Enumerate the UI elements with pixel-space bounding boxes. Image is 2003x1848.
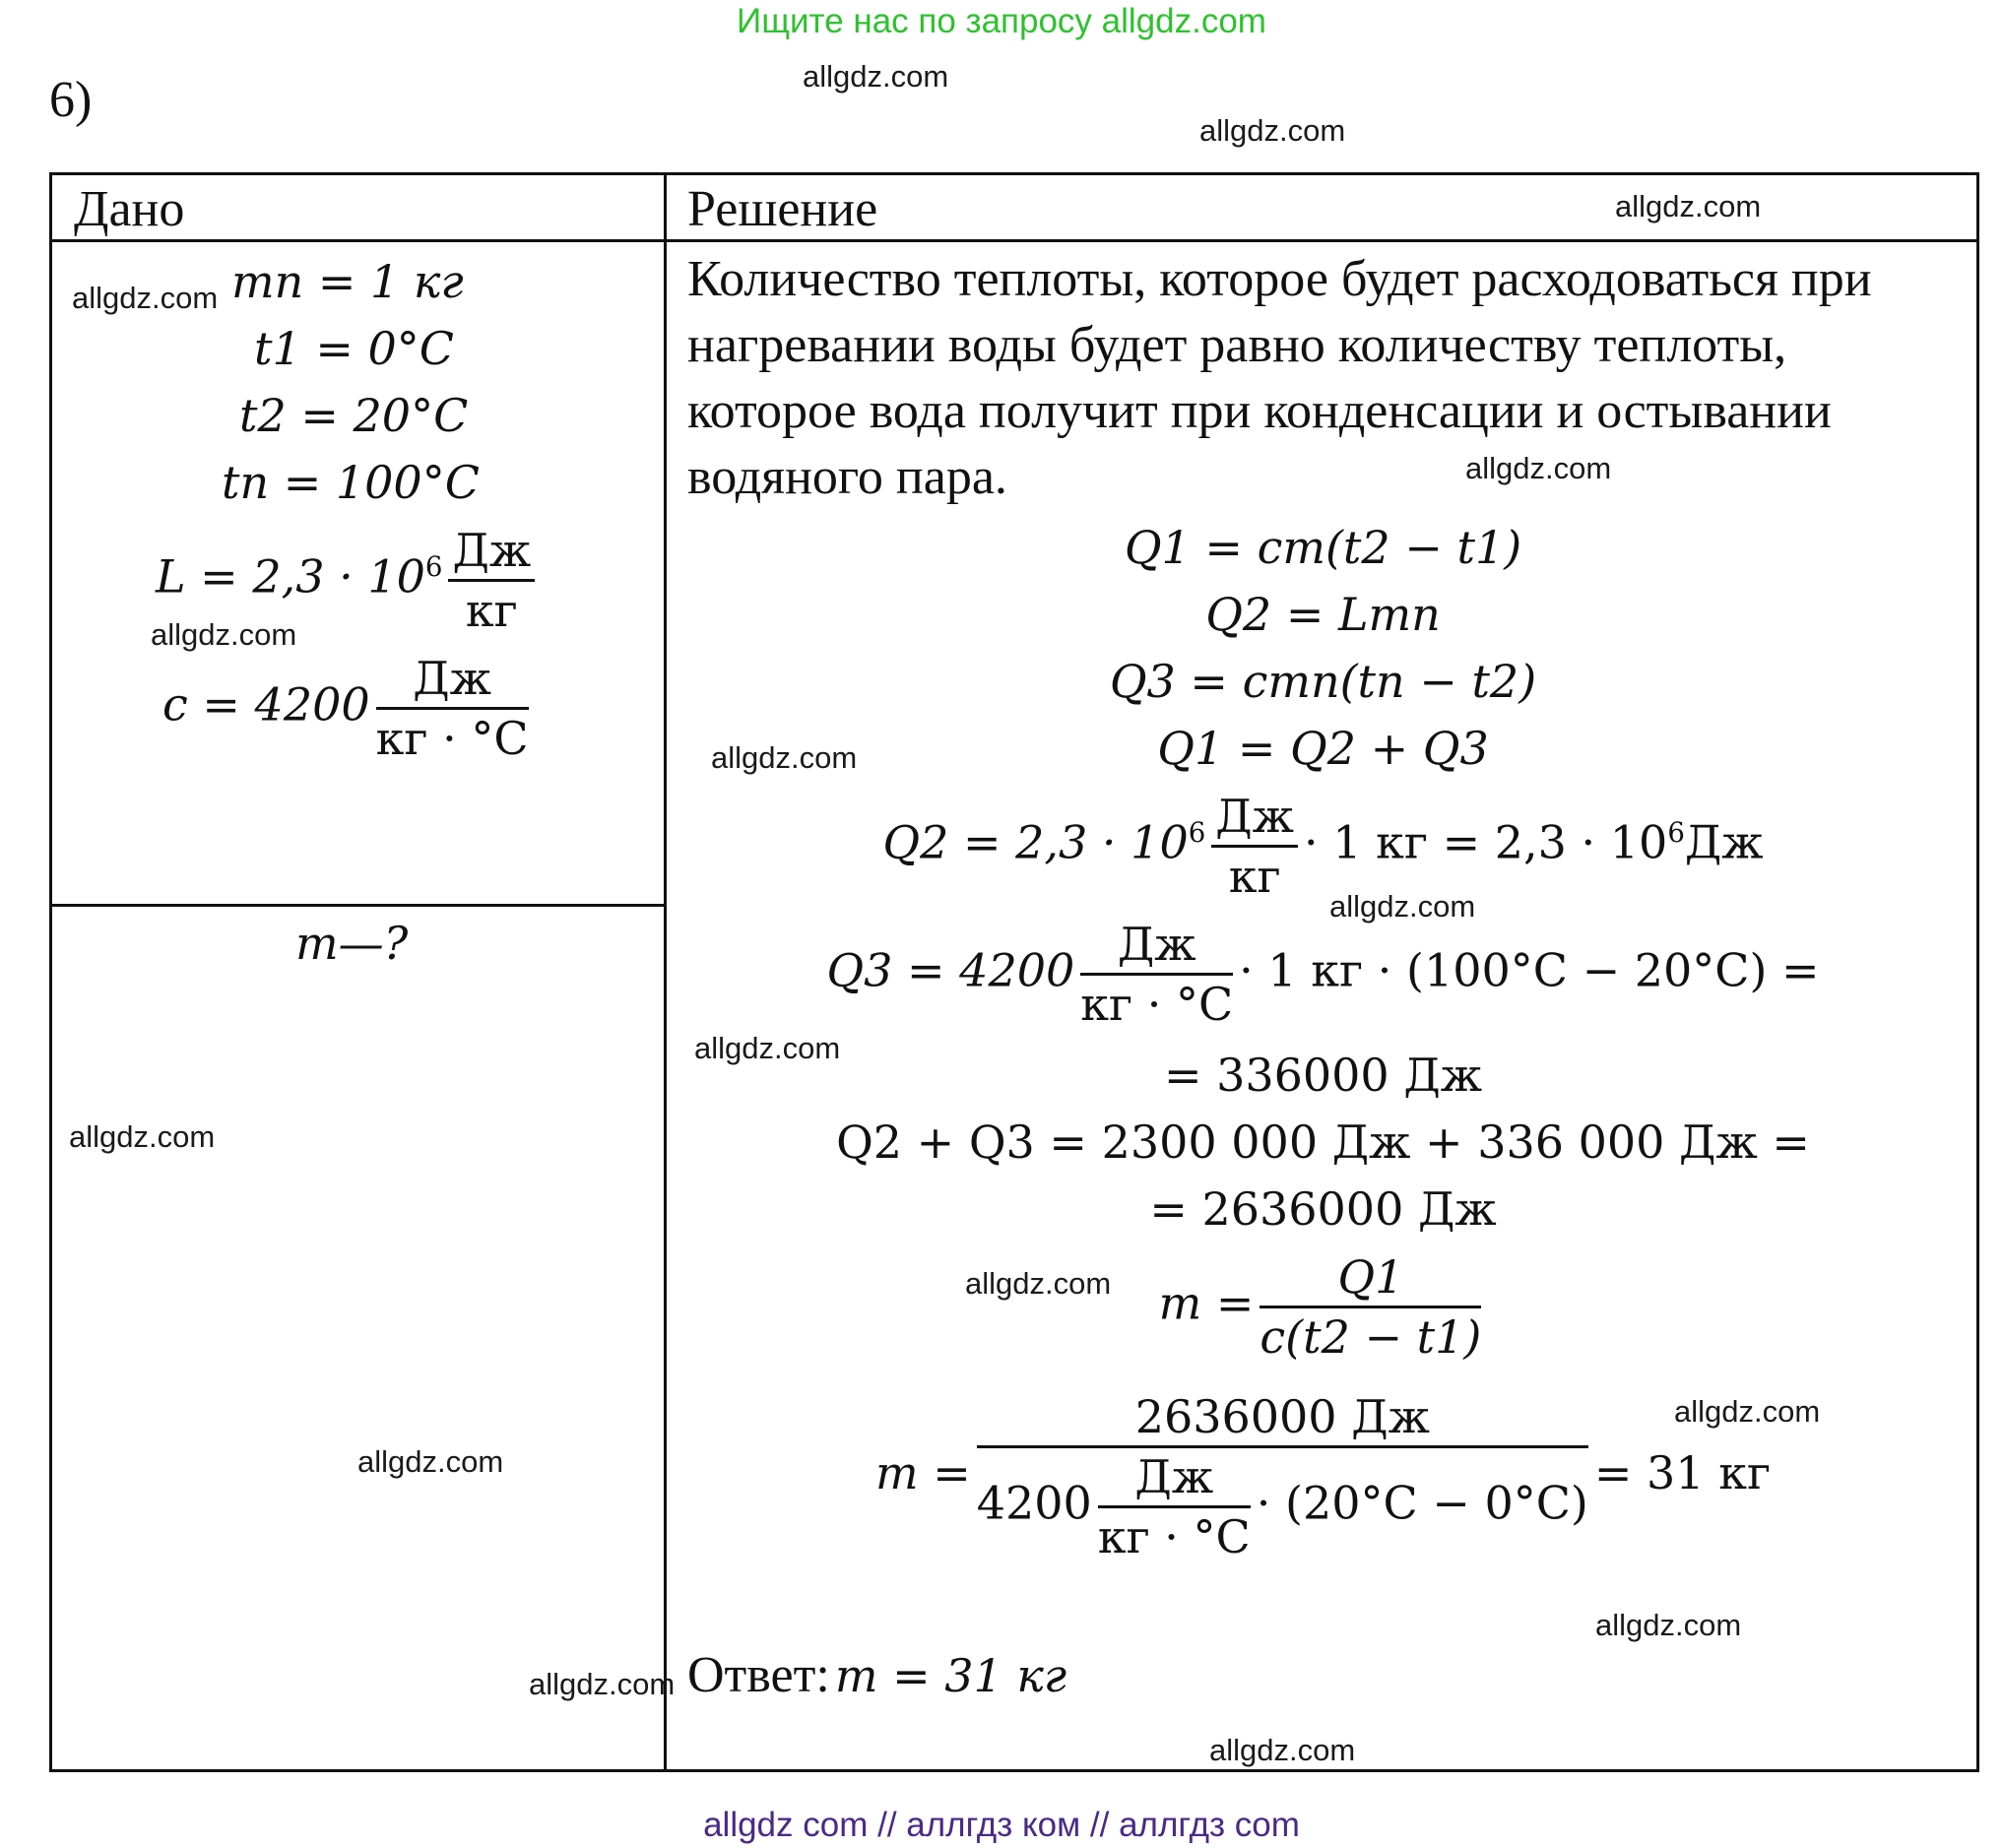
eq-m-formula [667, 1248, 1979, 1366]
answer-value: m = 31 кг [834, 1649, 1067, 1702]
watermark: allgdz.com [803, 59, 949, 94]
given-c [162, 650, 535, 767]
given-L-den: кг [465, 584, 518, 637]
given-c-num: Дж [376, 650, 529, 710]
watermark: allgdz.com [1329, 889, 1476, 924]
header-divider [49, 239, 1979, 242]
given-tp: tп = 100°C [222, 456, 480, 509]
given-find-divider [49, 904, 665, 907]
watermark: allgdz.com [357, 1444, 504, 1479]
given-L-num: Дж [448, 522, 535, 582]
answer [687, 1642, 1066, 1708]
given-t2: t2 = 20°C [239, 389, 469, 442]
given-t1: t1 = 0°C [254, 322, 455, 375]
eq-q3-calc-right: · 1 кг · (100°C − 20°C) = [1239, 943, 1820, 997]
eq-balance: Q1 = Q2 + Q3 [1157, 722, 1489, 775]
watermark: allgdz.com [69, 1119, 216, 1154]
eq-q2-calc-den: кг [1228, 850, 1281, 903]
eq-q2-calc [667, 788, 1979, 905]
eq-q3-calc-num: Дж [1080, 916, 1233, 976]
find-m: m—? [295, 917, 409, 970]
eq-m-calc-den [977, 1448, 1588, 1565]
watermark: allgdz.com [1199, 113, 1346, 148]
watermark: allgdz.com [1674, 1394, 1821, 1429]
eq-m-formula-fraction [1260, 1248, 1481, 1366]
eq-q1: Q1 = cm(t2 − t1) [1124, 521, 1522, 574]
eq-sum: Q2 + Q3 = 2300 000 Дж + 336 000 Дж = [836, 1115, 1810, 1169]
eq-q3-calc-den: кг · °C [1080, 978, 1234, 1031]
given-header: Дано [74, 181, 185, 237]
eq-m-formula-den: c(t2 − t1) [1260, 1310, 1482, 1364]
given-c-fraction [376, 650, 529, 767]
watermark: allgdz.com [72, 281, 219, 315]
watermark: allgdz.com [151, 617, 297, 652]
solution-paragraph: Количество теплоты, которое будет расходоваться при нагревании воды будет равно количеству теплоты, которое вода получит при конденсации и остывании водяного пара. [687, 251, 1872, 505]
eq-m-calc-den-b: · (20°C − 0°C) [1256, 1476, 1588, 1530]
eq-q3-calc-fraction [1080, 916, 1233, 1033]
eq-q3-calc-left: Q3 = 4200 [826, 943, 1075, 997]
watermark: allgdz.com [1595, 1608, 1742, 1642]
eq-m-formula-num: Q1 [1260, 1248, 1481, 1308]
exercise-label: 6) [49, 72, 93, 128]
given-L-fraction [448, 522, 535, 639]
given-c-den: кг · °C [375, 712, 529, 765]
watermark: allgdz.com [965, 1266, 1112, 1301]
footer-links: allgdz com // аллгдз ком // аллгдз com [703, 1806, 1300, 1844]
eq-q2-calc-num: Дж [1211, 788, 1298, 848]
eq-q2-calc-unit: Дж [1684, 815, 1764, 869]
search-banner: Ищите нас по запросу allgdz.com [737, 2, 1266, 40]
answer-label: Ответ: [687, 1647, 830, 1703]
watermark: allgdz.com [1465, 451, 1612, 485]
solution-header: Решение [687, 181, 878, 237]
eq-q2-calc-exp2: 6 [1667, 816, 1685, 850]
eq-m-calc-inner-fraction [1098, 1448, 1251, 1565]
eq-m-calc-num: 2636000 Дж [977, 1388, 1588, 1448]
eq-q2-calc-left: Q2 = 2,3 · 10 [882, 815, 1189, 869]
given-c-left: c = 4200 [162, 677, 370, 732]
eq-m-calc-den-a: 4200 [976, 1476, 1092, 1530]
watermark: allgdz.com [694, 1031, 841, 1065]
eq-m-calc-inner-num: Дж [1098, 1448, 1251, 1508]
given-L-exp: 6 [424, 550, 443, 584]
given-L-left: L = 2,3 · 10 [156, 549, 425, 604]
eq-m-calc-right: = 31 кг [1593, 1446, 1772, 1499]
eq-q3: Q3 = cmп(tп − t2) [1109, 655, 1537, 708]
watermark: allgdz.com [1209, 1733, 1356, 1767]
eq-q2-calc-fraction [1211, 788, 1298, 905]
watermark: allgdz.com [1615, 189, 1762, 223]
eq-q3-calc [667, 916, 1979, 1033]
eq-q3-result: = 336000 Дж [1163, 1049, 1483, 1102]
eq-m-calc-left: m = [874, 1446, 971, 1499]
eq-m-formula-left: m = [1158, 1276, 1255, 1330]
given-mp: mп = 1 кг [231, 255, 464, 308]
eq-q2: Q2 = Lmп [1205, 588, 1441, 641]
eq-q2-calc-right: · 1 кг = 2,3 · 10 [1304, 815, 1668, 869]
eq-m-calc-inner-den: кг · °C [1097, 1510, 1251, 1563]
watermark: allgdz.com [529, 1667, 676, 1701]
eq-m-calc-fraction [977, 1388, 1588, 1565]
eq-sum-result: = 2636000 Дж [1149, 1182, 1497, 1236]
eq-q2-calc-exp: 6 [1188, 816, 1206, 850]
watermark: allgdz.com [711, 740, 858, 775]
